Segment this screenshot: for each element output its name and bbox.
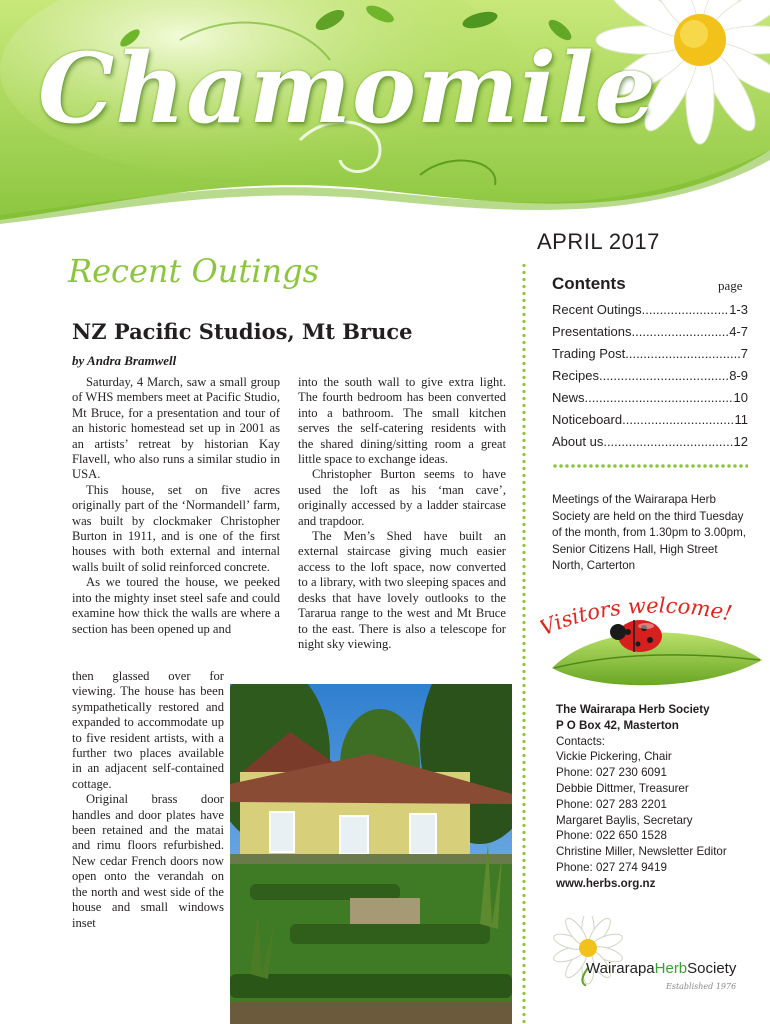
contents-item-label: Presentations [552,324,632,339]
contents-heading: Contents [552,274,626,293]
contents-item [552,388,748,410]
homestead-photo [230,684,512,1024]
society-logo [556,918,766,1018]
logo-tagline: Established 1976 [666,982,737,991]
contents-item [552,366,748,388]
contents-leader-dots [585,388,734,410]
contents-item [552,322,748,344]
article-column-2 [298,375,506,652]
contact-name: Debbie Dittmer, Treasurer [556,781,689,795]
contents-item-label: Noticeboard [552,412,623,427]
contact-phone: Phone: 027 283 2201 [556,797,667,811]
contents-item-page: 10 [733,390,748,405]
article-paragraph: Saturday, 4 March, saw a small group of WHS members meet at Pacific Studio, Mt Bruce, for a presentation and tour of an historic homestead set up in 2001 as an artists’ retreat by historian Kay Flavell, who also runs a similar studio in USA. [72,375,280,482]
contents-item-label: Recipes [552,368,599,383]
contact-phone: Phone: 027 274 9419 [556,860,667,874]
contents-item [552,300,748,322]
masthead-banner [0,0,770,230]
contents-item [552,344,748,366]
contents-item [552,432,748,454]
article-paragraph: into the south wall to give extra light. The fourth bedroom has been converted into a bathroom. The small kitchen serves the self-catering residents with the shared dining/sitting room a great little space to exchange ideas. [298,375,506,467]
article-paragraph: then glassed over for viewing. The house has been sympathetically restored and expanded to accommodate up to five resident artists, with a further two places available in an adjacent self-contained cottage. [72,669,224,791]
contact-name: Vickie Pickering, Chair [556,750,672,764]
contents-page-label: page [718,278,743,293]
contents-item-page: 11 [734,412,748,427]
society-contact-block [556,702,761,892]
contact-phone: Phone: 022 650 1528 [556,829,667,843]
issue-date: APRIL 2017 [537,229,660,254]
contacts-label: Contacts: [556,734,605,748]
contents-leader-dots [622,410,734,432]
article-title: NZ Pacific Studios, Mt Bruce [72,319,413,344]
contact-name: Christine Miller, Newsletter Editor [556,845,727,859]
column-divider [522,262,526,1024]
contents-item-label: About us [552,434,604,449]
contents-leader-dots [603,432,733,454]
contents-leader-dots [632,322,730,344]
contents-item [552,410,748,432]
section-title: Recent Outings [68,252,319,290]
visitors-welcome-graphic [540,590,766,690]
meeting-info: Meetings of the Wairarapa Herb Society are held on the third Tuesday of the month, from 1.30pm to 3.00pm, Senior Citizens Hall, High Street North, Carterton [552,493,746,572]
contents-item-page: 1-3 [729,302,748,317]
contact-phone: Phone: 027 230 6091 [556,766,667,780]
contents-dotted-rule [552,464,748,468]
article-column-1-continued [72,669,224,931]
contents-item-page: 4-7 [729,324,748,339]
article-paragraph: As we toured the house, we peeked into the mighty inset steel safe and could examine how thick the walls are where a section has been opened up and [72,575,280,636]
contents-item-page: 12 [733,434,748,449]
contents-item-label: News [552,390,585,405]
article-paragraph: Christopher Burton seems to have used the loft as his ‘man cave’, originally accessed by a ladder staircase and trapdoor. [298,467,506,528]
contents-leader-dots [642,300,730,322]
society-website: www.herbs.org.nz [556,876,656,890]
contents-item-label: Recent Outings [552,302,642,317]
contents-item-page: 7 [740,346,748,361]
contents-item-page: 8-9 [729,368,748,383]
article-paragraph: The Men’s Shed have built an external staircase giving much easier access to the loft space, now converted to a library, with two sleeping spaces and desks that have lovely outlooks to the Tararua range to the west and Mt Bruce to the east. There is also a telescope for night sky viewing. [298,529,506,651]
masthead-title: Chamomile [38,32,657,145]
article-byline: by Andra Bramwell [72,353,177,368]
society-name: The Wairarapa Herb Society [556,703,710,716]
society-po-box: P O Box 42, Masterton [556,718,679,732]
logo-wordmark: WairarapaHerbSociety [586,960,737,977]
contents-list [552,300,748,454]
contact-name: Margaret Baylis, Secretary [556,813,693,827]
visitors-welcome-text: isitors welcome! [550,593,735,635]
article-paragraph: This house, set on five acres originally part of the ‘Normandell’ farm, was built by clockmaker Christopher Burton in 1911, and is one of the first houses with both external and internal walls built of solid reinforced concrete. [72,482,280,574]
contents-item-label: Trading Post [552,346,626,361]
contents-leader-dots [625,344,741,366]
article-column-1 [72,375,280,637]
article-paragraph: Original brass door handles and door plates have been retained and the matai and rimu floors refurbished. New cedar French doors now open onto the verandah on the north and west side of the house and small windows inset [72,792,224,930]
contents-leader-dots [599,366,729,388]
